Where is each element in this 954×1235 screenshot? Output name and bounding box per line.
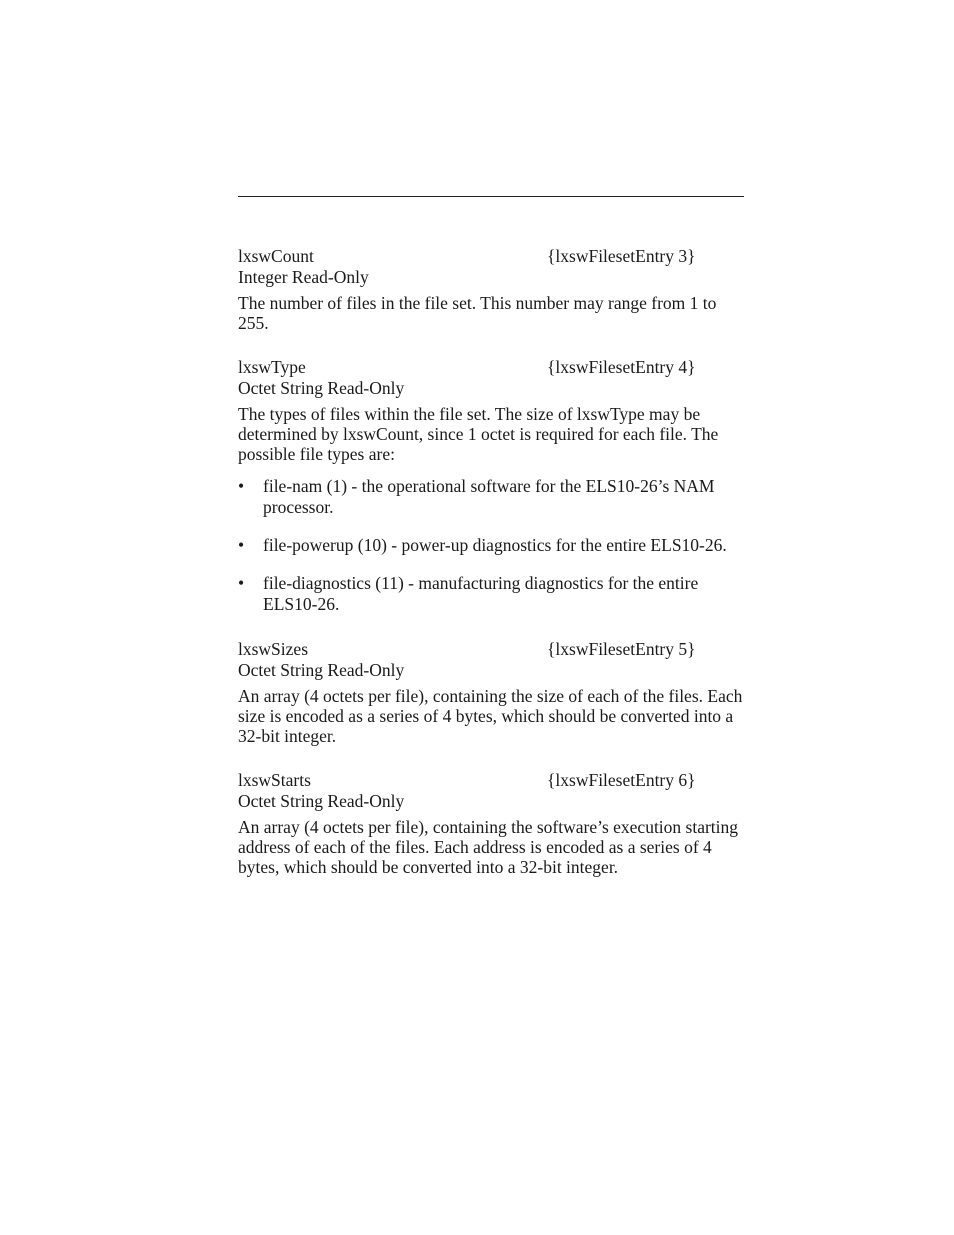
object-description: The number of files in the file set. This number may range from 1 to 255.	[238, 293, 717, 333]
object-description: An array (4 octets per file), containing the software’s execution starting address of each of the files. Each address is encoded as a series of 4 bytes, which should be converted into a 32-bit integer.	[238, 817, 739, 877]
list-item-text: file-diagnostics (11) - manufacturing diagnostics for the entire ELS10-26.	[263, 573, 699, 614]
file-type-list	[238, 476, 744, 615]
object-description: The types of files within the file set. The size of lxswType may be determined by lxswCount, since 1 octet is required for each file. The possible file types are:	[238, 404, 719, 464]
entry-header	[238, 639, 744, 660]
object-type: Octet String Read-Only	[238, 791, 405, 811]
mib-entry-lxswcount	[238, 246, 744, 333]
list-item	[238, 573, 744, 615]
entry-header	[238, 246, 744, 267]
object-name: lxswCount	[238, 246, 314, 266]
object-type: Octet String Read-Only	[238, 378, 405, 398]
header-rule	[238, 196, 744, 197]
bullet-icon: •	[238, 573, 245, 593]
entry-header	[238, 357, 744, 378]
list-item-text: file-nam (1) - the operational software for the ELS10-26’s NAM processor.	[263, 476, 715, 517]
bullet-icon: •	[238, 535, 245, 555]
list-item	[238, 476, 744, 518]
object-type: Integer Read-Only	[238, 267, 369, 287]
list-item	[238, 535, 744, 556]
bullet-icon: •	[238, 476, 245, 496]
object-name: lxswStarts	[238, 770, 311, 790]
mib-entry-lxswsizes	[238, 639, 744, 746]
object-name: lxswType	[238, 357, 306, 377]
list-item-text: file-powerup (10) - power-up diagnostics for the entire ELS10-26.	[263, 535, 727, 555]
document-body	[238, 246, 744, 877]
object-oid: {lxswFilesetEntry 5}	[547, 639, 696, 659]
object-oid: {lxswFilesetEntry 3}	[547, 246, 696, 266]
object-type: Octet String Read-Only	[238, 660, 405, 680]
mib-entry-lxswtype	[238, 357, 744, 615]
object-oid: {lxswFilesetEntry 6}	[547, 770, 696, 790]
entry-header	[238, 770, 744, 791]
mib-entry-lxswstarts	[238, 770, 744, 877]
object-name: lxswSizes	[238, 639, 308, 659]
object-description: An array (4 octets per file), containing the size of each of the files. Each size is encoded as a series of 4 bytes, which should be converted into a 32-bit integer.	[238, 686, 743, 746]
object-oid: {lxswFilesetEntry 4}	[547, 357, 696, 377]
